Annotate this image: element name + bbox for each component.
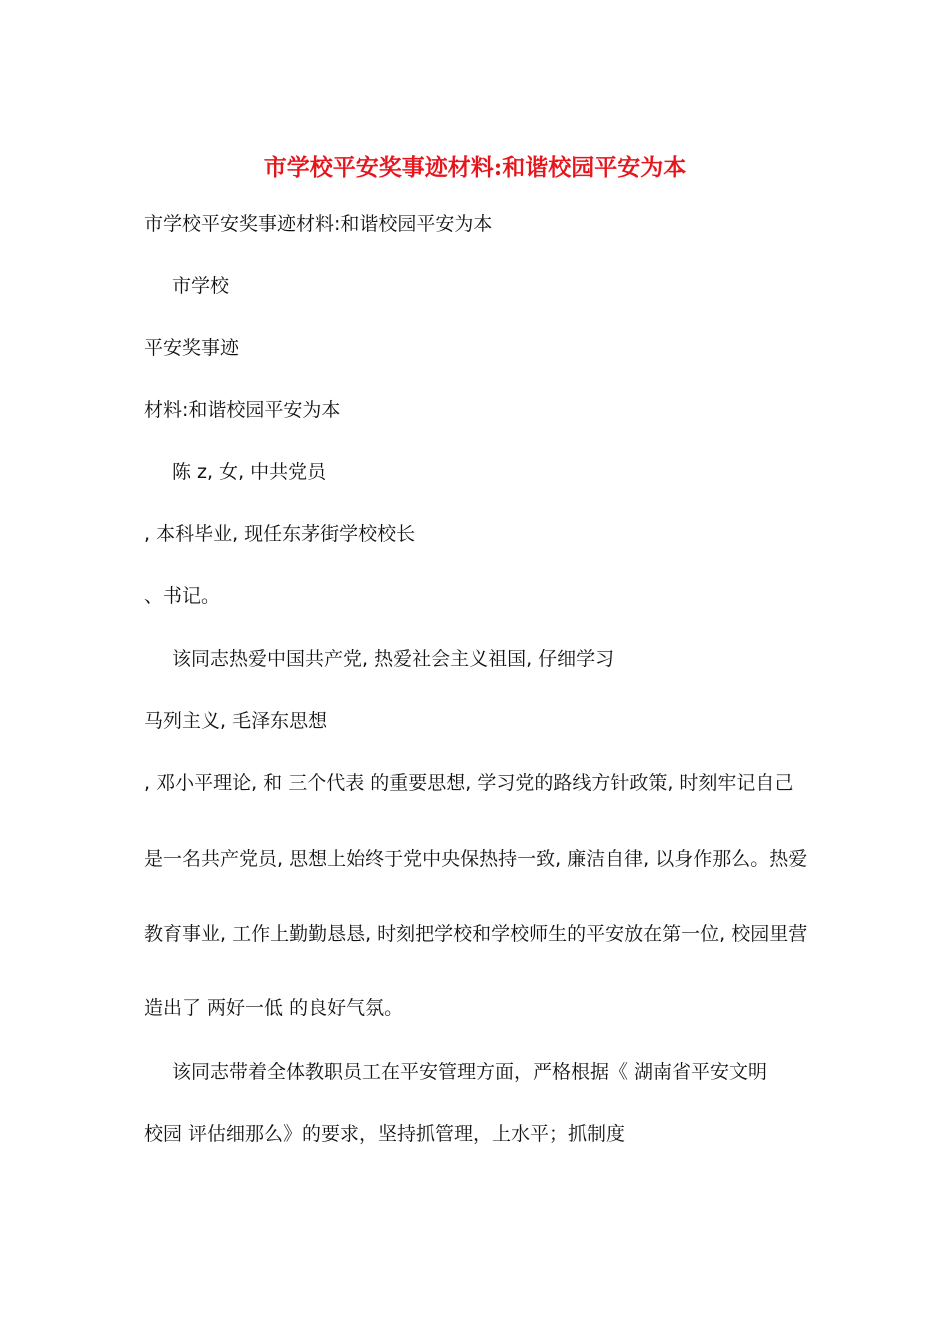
paragraph-line: 陈 z, 女, 中共党员 <box>172 461 327 483</box>
paragraph-line: 市学校 <box>172 275 230 297</box>
paragraph-line: 是一名共产党员, 思想上始终于党中央保热持一致, 廉洁自律, 以身作那么。热爱 <box>144 848 808 870</box>
paragraph-line: 教育事业, 工作上勤勤恳恳, 时刻把学校和学校师生的平安放在第一位, 校园里营 <box>144 923 808 945</box>
paragraph-line: 该同志热爱中国共产党, 热爱社会主义祖国, 仔细学习 <box>172 648 615 670</box>
paragraph-line: , 邓小平理论, 和 三个代表 的重要思想, 学习党的路线方针政策, 时刻牢记自己 <box>144 772 794 794</box>
paragraph-line: 该同志带着全体教职员工在平安管理方面，严格根据《 湖南省平安文明 <box>172 1061 768 1083</box>
paragraph-line: 校园 评估细那么》的要求，坚持抓管理，上水平；抓制度 <box>144 1123 626 1145</box>
paragraph-line: , 本科毕业, 现任东茅街学校校长 <box>144 523 416 545</box>
paragraph-line: 马列主义, 毛泽东思想 <box>144 710 328 732</box>
paragraph-line: 平安奖事迹 <box>144 337 240 359</box>
paragraph-line: 市学校平安奖事迹材料:和谐校园平安为本 <box>144 213 493 235</box>
paragraph-line: 造出了 两好一低 的良好气氛。 <box>144 997 404 1019</box>
paragraph-line: 、书记。 <box>144 585 221 607</box>
paragraph-line: 材料:和谐校园平安为本 <box>144 399 341 421</box>
document-title: 市学校平安奖事迹材料:和谐校园平安为本 <box>263 154 687 181</box>
